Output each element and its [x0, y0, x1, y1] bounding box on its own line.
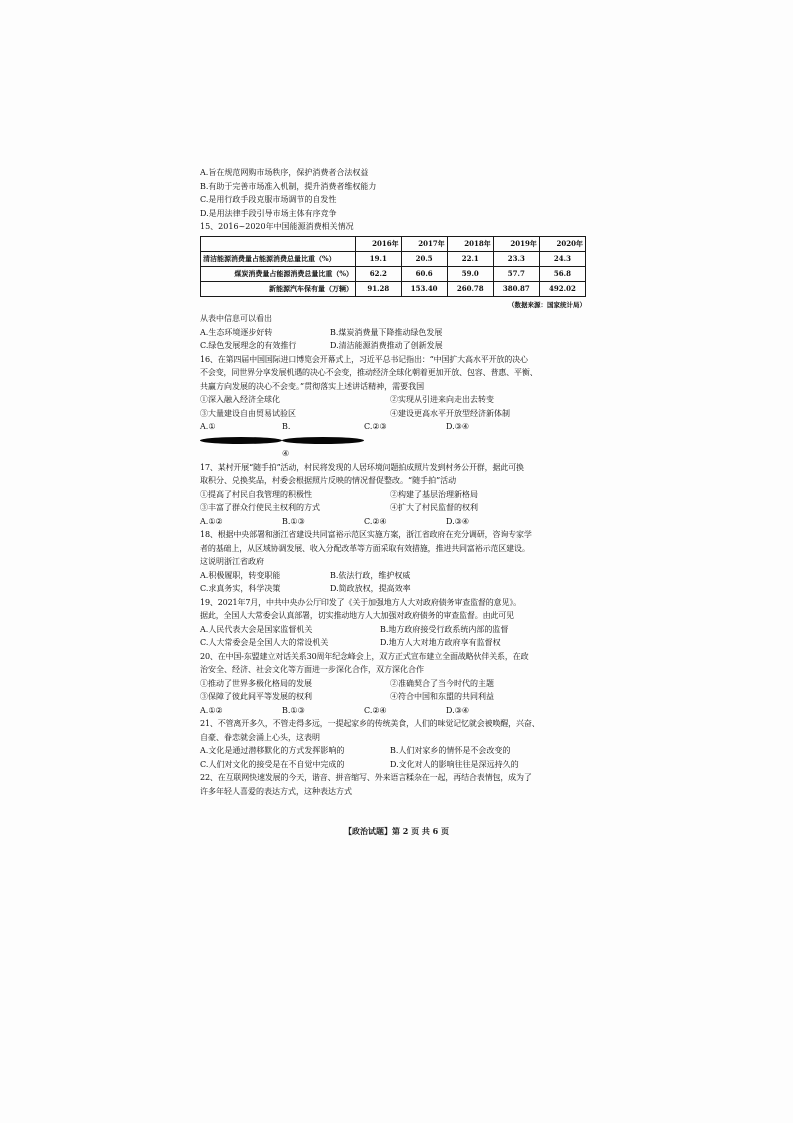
q19-option-c: C.人大常委会是全国人大的常设机关 — [200, 638, 329, 647]
table-cell: 19.1 — [356, 251, 402, 266]
q16-option-c: C.②③ — [364, 422, 387, 431]
table-row — [201, 266, 586, 281]
q15-option-b: B.煤炭消费量下降推动绿色发展 — [330, 327, 443, 337]
q21-stem-line: 21、不管离开多久，不管走得多远，一提起家乡的传统美食，人们的味觉记忆就会被唤醒，兴奋、 — [200, 719, 540, 728]
table-cell: 24.3 — [539, 251, 585, 266]
table-cell: 60.6 — [401, 266, 447, 281]
q20-stem-line: 20、在中国-东盟建立对话关系30周年纪念峰会上，双方正式宣布建立全面战略伙伴关系，在政 — [200, 651, 529, 661]
table-cell: 62.2 — [356, 266, 402, 281]
table-cell: 91.28 — [356, 281, 402, 296]
q22-stem-line: 22、在互联网快速发展的今天，谐音、拼音缩写、外来语言糅杂在一起，再结合表情包，成为了 — [200, 773, 532, 782]
table-cell: 492.02 — [539, 281, 585, 296]
q17-item-4: ④扩大了村民监督的权利 — [390, 503, 478, 512]
q15-option-d: D.清洁能源消费推动了创新发展 — [330, 341, 443, 350]
q21-option-d: D.文化对人的影响往往是深远持久的 — [390, 759, 519, 769]
year-header: 2020年 — [539, 236, 585, 251]
page-footer: 【政治试题】第 2 页 共 6 页 — [343, 826, 450, 836]
q20-item-2: ②准确契合了当今时代的主题 — [390, 678, 494, 688]
q15-options-row — [200, 326, 600, 340]
q17-option-c: C.②④ — [364, 516, 387, 526]
q16-item-1: ①深入融入经济全球化 — [200, 395, 280, 404]
q16-stem-line: 16、在第四届中国国际进口博览会开幕式上，习近平总书记指出：“中国扩大高水平开放的决心 — [200, 354, 528, 364]
q21-options-row — [200, 744, 600, 758]
q15-title: 15、2016~2020年中国能源消费相关情况 — [200, 222, 354, 231]
q18-options-row — [200, 569, 600, 583]
table-cell: 22.1 — [447, 251, 493, 266]
table-cell: 20.5 — [401, 251, 447, 266]
table-cell: 380.87 — [493, 281, 539, 296]
q17-options-row — [200, 515, 600, 529]
q16-item-2: ②实现从引进来向走出去转变 — [390, 395, 494, 404]
q19-stem-line: 据此，全国人大常委会认真部署，切实推动地方人大加强对政府债务的审查监督。由此可见 — [200, 611, 514, 620]
q16-stem-line: 不会变，同世界分享发展机遇的决心不会变，推动经济全球化朝着更加开放、包容、普惠、平衡、 — [200, 368, 538, 377]
q19-options-row — [200, 636, 600, 650]
q18-option-b: B.依法行政，维护权威 — [330, 570, 411, 580]
q21-stem-line: 自豪、眷恋就会涌上心头，这表明 — [200, 732, 320, 742]
ink-blot-mark — [282, 437, 364, 444]
q16-option-b — [282, 420, 364, 461]
table-cell: 153.40 — [401, 281, 447, 296]
table-cell: 23.3 — [493, 251, 539, 266]
q18-options-row — [200, 582, 600, 596]
row-label: 煤炭消费量占能源消费总量比重（%） — [201, 266, 356, 281]
q16-options-row — [200, 420, 600, 461]
q20-option-a: A.①② — [200, 705, 223, 715]
q19-option-a: A.人民代表大会是国家监督机关 — [200, 624, 313, 634]
table-row — [201, 281, 586, 296]
q22-stem-line: 许多年轻人喜爱的表达方式，这种表达方式 — [200, 786, 352, 796]
q20-stem-line: 治安全、经济、社会文化等方面进一步深化合作，双方深化合作 — [200, 665, 424, 674]
year-header: 2018年 — [447, 236, 493, 251]
q15-option-a: A.生态环境逐步好转 — [200, 327, 273, 337]
q16-option-a — [200, 420, 282, 461]
q20-items-row — [200, 677, 600, 691]
q20-item-4: ④符合中国和东盟的共同利益 — [390, 692, 494, 701]
page-content — [200, 166, 600, 798]
option-text: B. — [282, 422, 291, 431]
q20-option-c: C.②④ — [364, 705, 387, 715]
q16-items-row — [200, 407, 600, 421]
q17-item-2: ②构建了基层治理新格局 — [390, 489, 478, 499]
q15-option-c: C.绿色发展理念的有效推行 — [200, 341, 297, 350]
table-cell: 57.7 — [493, 266, 539, 281]
q20-option-b: B.①③ — [282, 705, 305, 715]
table-cell: 260.78 — [447, 281, 493, 296]
q19-option-d: D.地方人大对地方政府享有监督权 — [380, 638, 501, 647]
q18-option-d: D.简政放权，提高效率 — [330, 584, 411, 593]
q18-stem-line: 者的基础上，从区域协调发展、收入分配改革等方面采取有效措施，推进共同富裕示范区建设。 — [200, 543, 530, 553]
q14-option-b: B.有助于完善市场准入机制，提升消费者维权能力 — [200, 181, 377, 191]
q18-option-c: C.求真务实，科学决策 — [200, 584, 281, 593]
q15-stem: 从表中信息可以看出 — [200, 314, 272, 323]
table-header-row — [201, 236, 586, 251]
q17-items-row — [200, 501, 600, 515]
q16-items-row — [200, 393, 600, 407]
q17-items-row — [200, 488, 600, 502]
year-header: 2016年 — [356, 236, 402, 251]
table-corner-cell — [201, 236, 356, 251]
q19-options-row — [200, 623, 600, 637]
q16-item-4: ④建设更高水平开放型经济新体制 — [390, 408, 510, 418]
q17-option-b: B.①③ — [282, 516, 305, 526]
ink-blot-mark — [200, 437, 282, 444]
q16-item-3: ③大量建设自由贸易试验区 — [200, 408, 296, 418]
year-header: 2017年 — [401, 236, 447, 251]
table-cell: 56.8 — [539, 266, 585, 281]
table-row — [201, 251, 586, 266]
q15-energy-table — [200, 236, 586, 297]
q20-items-row — [200, 690, 600, 704]
q19-stem-line: 19、2021年7月，中共中央办公厅印发了《关于加强地方人大对政府债务审查监督的意见》。 — [200, 597, 522, 607]
table-cell: 59.0 — [447, 266, 493, 281]
q17-item-1: ①提高了村民自我管理的积极性 — [200, 489, 312, 499]
q21-option-c: C.人们对文化的接受是在不自觉中完成的 — [200, 759, 345, 769]
option-text: A.① — [200, 422, 216, 431]
q17-option-a: A.①② — [200, 516, 223, 526]
q20-item-1: ①推动了世界多极化格局的发展 — [200, 678, 312, 688]
q15-data-source: （数据来源：国家统计局） — [508, 300, 586, 309]
q18-option-a: A.积极履职，转变职能 — [200, 570, 281, 580]
q20-options-row — [200, 704, 600, 718]
q21-option-b: B.人们对家乡的情怀是不会改变的 — [390, 746, 511, 755]
q17-item-3: ③丰富了群众行使民主权利的方式 — [200, 503, 320, 512]
option-text: ④ — [282, 449, 290, 458]
q18-stem-line: 18、根据中央部署和浙江省建设共同富裕示范区实施方案，浙江省政府在充分调研，咨询专家学 — [200, 530, 532, 539]
q21-option-a: A.文化是通过潜移默化的方式发挥影响的 — [200, 746, 345, 755]
q19-option-b: B.地方政府接受行政系统内部的监督 — [380, 624, 509, 634]
row-label: 清洁能源消费量占能源消费总量比重（%） — [201, 251, 356, 266]
q17-stem-line: 取积分、兑换奖品，村委会根据照片反映的情况督促整改。“随手拍”活动 — [200, 476, 457, 485]
q17-option-d: D.③④ — [446, 516, 470, 526]
q20-item-3: ③保障了彼此间平等发展的权利 — [200, 692, 312, 701]
q16-stem-line: 共赢方向发展的决心不会变。”贯彻落实上述讲话精神，需要我国 — [200, 381, 425, 391]
q21-options-row — [200, 758, 600, 772]
q15-options-row — [200, 339, 600, 353]
year-header: 2019年 — [493, 236, 539, 251]
q20-option-d: D.③④ — [446, 705, 470, 715]
q18-stem-line: 这说明浙江省政府 — [200, 557, 264, 566]
q16-option-d: D.③④ — [446, 422, 470, 431]
q14-option-a: A.旨在规范网购市场秩序，保护消费者合法权益 — [200, 168, 369, 177]
row-label: 新能源汽车保有量（万辆） — [201, 281, 356, 296]
q14-option-d: D.是用法律手段引导市场主体有序竞争 — [200, 208, 337, 218]
q14-option-c: C.是用行政手段克服市场调节的自发性 — [200, 195, 337, 204]
q17-stem-line: 17、某村开展“随手拍”活动，村民将发现的人居环境问题拍成照片发到村务公开群，据此可换 — [200, 462, 524, 472]
